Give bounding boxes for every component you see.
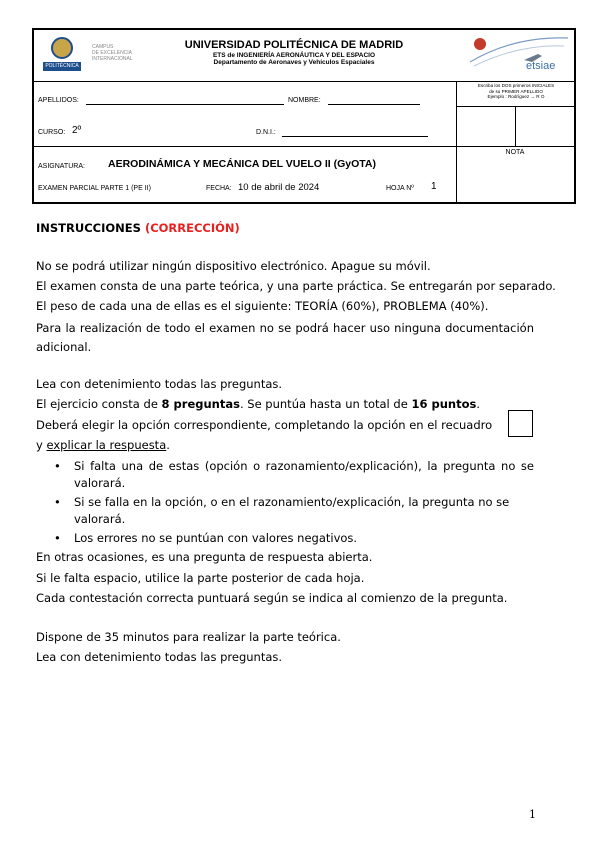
apellidos-label: APELLIDOS: <box>38 97 79 104</box>
answer-box-example <box>508 410 533 437</box>
list-item: • Si se falla en la opción, o en el razonamiento/explicación, la pregunta no se valorará. <box>54 495 510 526</box>
bullet-list <box>54 458 534 547</box>
instruction-line: y explicar la respuesta. <box>36 438 170 452</box>
instruction-line: Dispone de 35 minutos para realizar la parte teórica. <box>36 630 341 644</box>
examen-label: EXAMEN PARCIAL PARTE 1 (PE II) <box>38 185 151 192</box>
nombre-field[interactable] <box>328 104 420 105</box>
correction-note: (CORRECCIÓN) <box>144 221 240 235</box>
instruction-line: Deberá elegir la opción correspondiente, completando la opción en el recuadro <box>36 418 493 432</box>
asignatura-label: ASIGNATURA: <box>38 163 85 170</box>
header-divider <box>34 146 574 147</box>
bullet-icon: • <box>54 495 61 509</box>
curso-label: CURSO: <box>38 129 66 136</box>
list-item: • Los errores no se puntúan con valores negativos. <box>54 531 358 545</box>
list-item: • Si falta una de estas (opción o razonamiento/explicación), la pregunta no se valorará. <box>54 459 534 490</box>
dni-field[interactable] <box>282 136 428 137</box>
instruction-line: En otras ocasiones, es una pregunta de respuesta abierta. <box>36 550 373 564</box>
nombre-label: NOMBRE: <box>288 97 321 104</box>
instruction-line: El ejercicio consta de 8 preguntas. Se puntúa hasta un total de 16 puntos. <box>36 397 480 411</box>
etsiae-logo-icon <box>464 32 572 78</box>
fecha-value: 10 de abril de 2024 <box>238 182 320 193</box>
upm-badge: POLITÉCNICA <box>43 62 81 71</box>
upm-seal-icon <box>51 37 73 59</box>
hoja-value: 1 <box>431 181 437 192</box>
page-number: 1 <box>529 808 536 821</box>
instructions-title: INSTRUCCIONES (CORRECCIÓN) <box>36 221 240 235</box>
instruction-line: No se podrá utilizar ningún dispositivo electrónico. Apague su móvil. <box>36 259 431 273</box>
instruction-line: Lea con detenimiento todas las preguntas. <box>36 377 283 391</box>
instruction-line: Si le falta espacio, utilice la parte posterior de cada hoja. <box>36 571 365 585</box>
header-divider <box>456 81 457 202</box>
instruction-line: El examen consta de una parte teórica, y una parte práctica. Se entregarán por separado. <box>36 279 556 293</box>
dni-label: D.N.I.: <box>256 129 276 136</box>
school-name: ETS de INGENIERÍA AERONÁUTICA Y DEL ESPACIO <box>212 52 376 59</box>
bullet-icon: • <box>54 459 61 473</box>
header-divider <box>34 81 574 82</box>
etsiae-text: etsiae <box>526 60 556 72</box>
university-header <box>174 39 414 66</box>
asignatura-value: AERODINÁMICA Y MECÁNICA DEL VUELO II (GyOTA) <box>108 158 376 170</box>
nota-label: NOTA <box>505 149 525 156</box>
exam-header <box>32 28 576 204</box>
bullet-icon: • <box>54 531 61 545</box>
initials-note: Escriba los DOS primeros INICIALES de su PRIMER APELLIDO Ejemplo : Rodríguez → R O <box>477 83 555 99</box>
curso-value: 2º <box>72 125 82 136</box>
header-divider <box>515 106 516 146</box>
instruction-line: Para la realización de todo el examen no se podrá hacer uso ninguna documentación adicional. <box>36 321 534 354</box>
fecha-label: FECHA: <box>206 185 232 192</box>
instruction-line: Lea con detenimiento todas las preguntas. <box>36 650 283 664</box>
apellidos-field[interactable] <box>86 104 284 105</box>
instruction-line: El peso de cada una de ellas es el siguiente: TEORÍA (60%), PROBLEMA (40%). <box>36 299 489 313</box>
upm-logo <box>40 35 140 75</box>
department-name: Departamento de Aeronaves y Vehículos Espaciales <box>213 59 375 66</box>
university-name: UNIVERSIDAD POLITÉCNICA DE MADRID <box>184 39 404 51</box>
campus-text: CAMPUS DE EXCELENCIA INTERNACIONAL <box>92 44 133 62</box>
instruction-line: Cada contestación correcta puntuará según se indica al comienzo de la pregunta. <box>36 591 508 605</box>
hoja-label: HOJA Nº <box>386 185 414 192</box>
etsiae-logo <box>464 32 572 78</box>
